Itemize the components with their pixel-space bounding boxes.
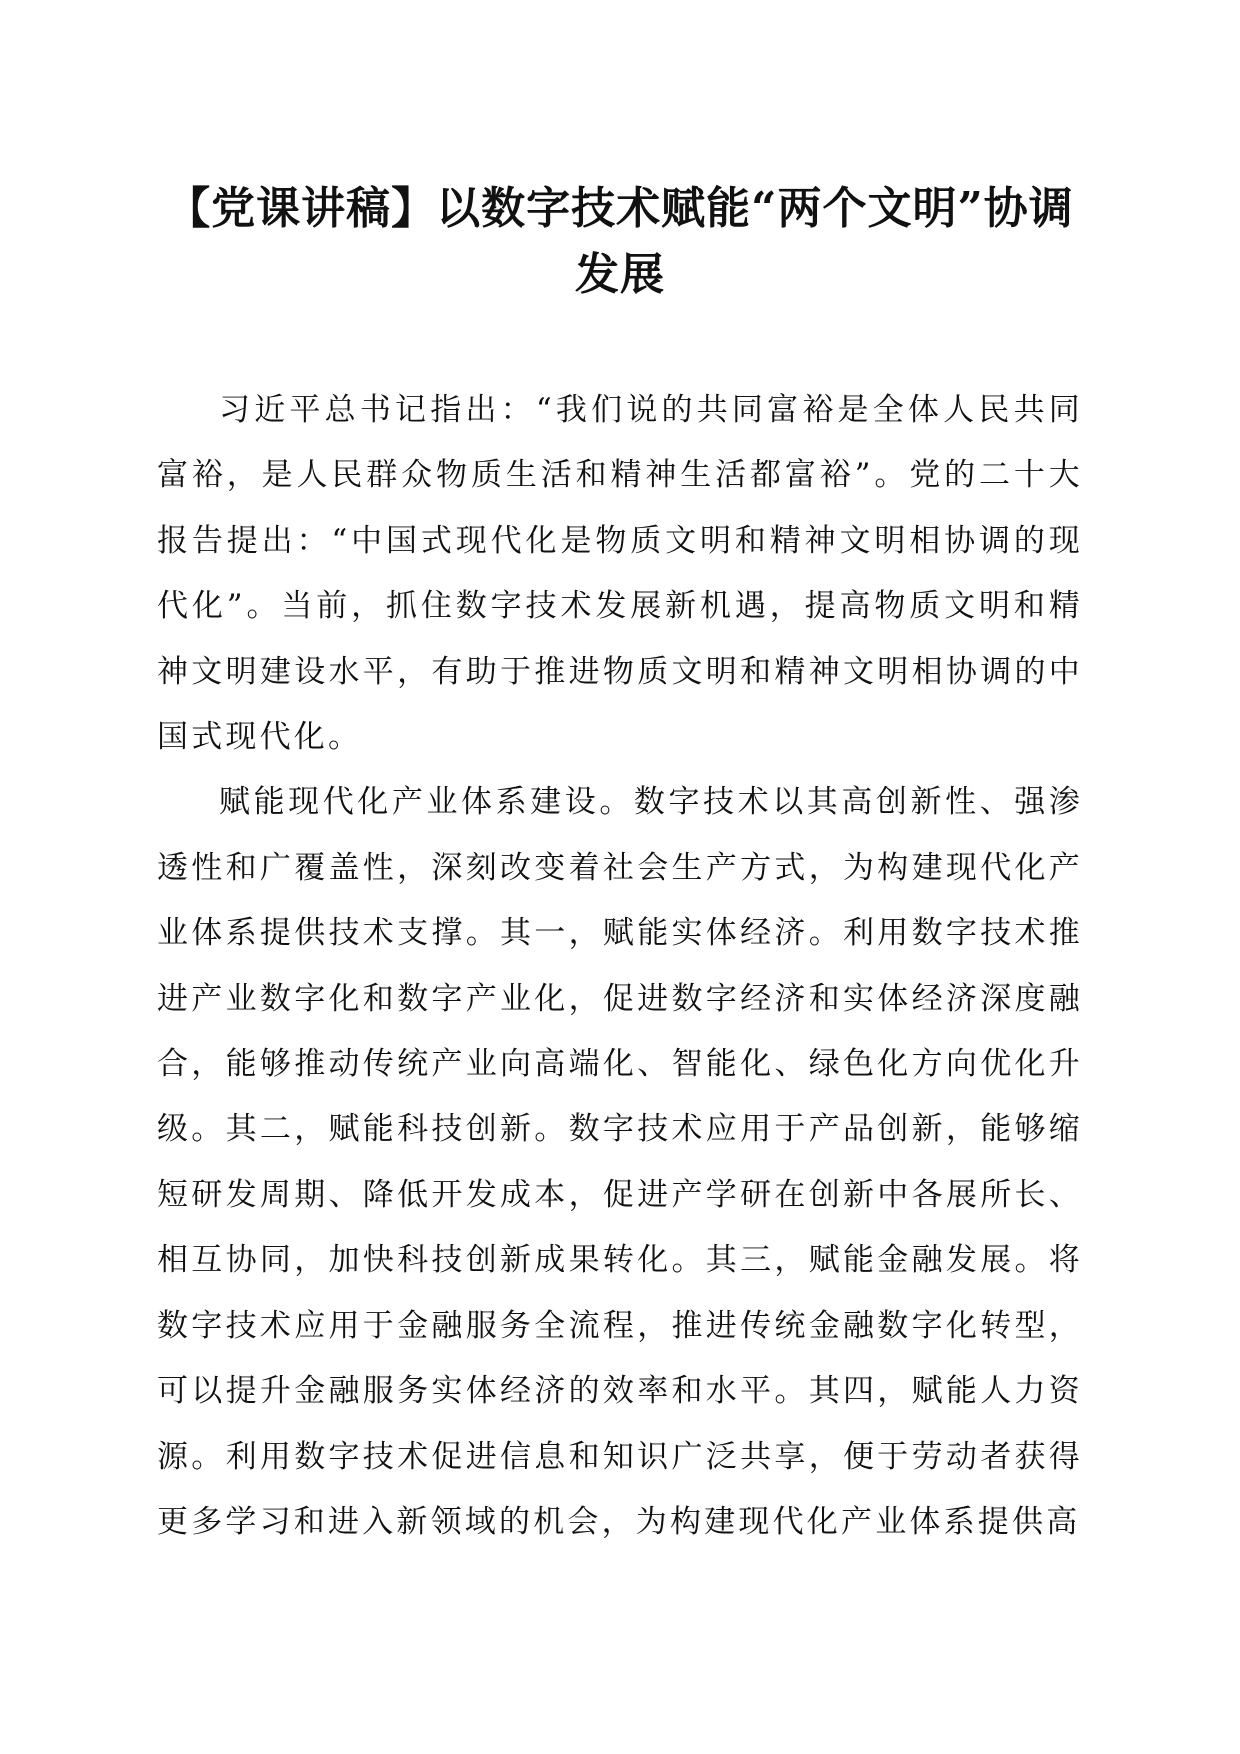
document-body [157, 378, 1083, 1555]
paragraph-intro: 习近平总书记指出：“我们说的共同富裕是全体人民共同富裕，是人民群众物质生活和精神生活都富裕”。党的二十大报告提出：“中国式现代化是物质文明和精神文明相协调的现代化”。当前，抓住数字技术发展新机遇，提高物质文明和精神文明建设水平，有助于推进物质文明和精神文明相协调的中国式现代化。 [157, 392, 1083, 756]
paragraph-industry: 赋能现代化产业体系建设。数字技术以其高创新性、强渗透性和广覆盖性，深刻改变着社会生产方式，为构建现代化产业体系提供技术支撑。其一，赋能实体经济。利用数字技术推进产业数字化和数字产业化，促进数字经济和实体经济深度融合，能够推动传统产业向高端化、智能化、绿色化方向优化升级。其二，赋能科技创新。数字技术应用于产品创新，能够缩短研发周期、降低开发成本，促进产学研在创新中各展所长、相互协同，加快科技创新成果转化。其三，赋能金融发展。将数字技术应用于金融服务全流程，推进传统金融数字化转型，可以提升金融服务实体经济的效率和水平。其四，赋能人力资源。利用数字技术促进信息和知识广泛共享，便于劳动者获得更多学习和进入新领域的机会，为构建现代化产业体系提供高 [157, 784, 1083, 1540]
document-title: 【党课讲稿】以数字技术赋能“两个文明”协调发展 [166, 183, 1074, 300]
